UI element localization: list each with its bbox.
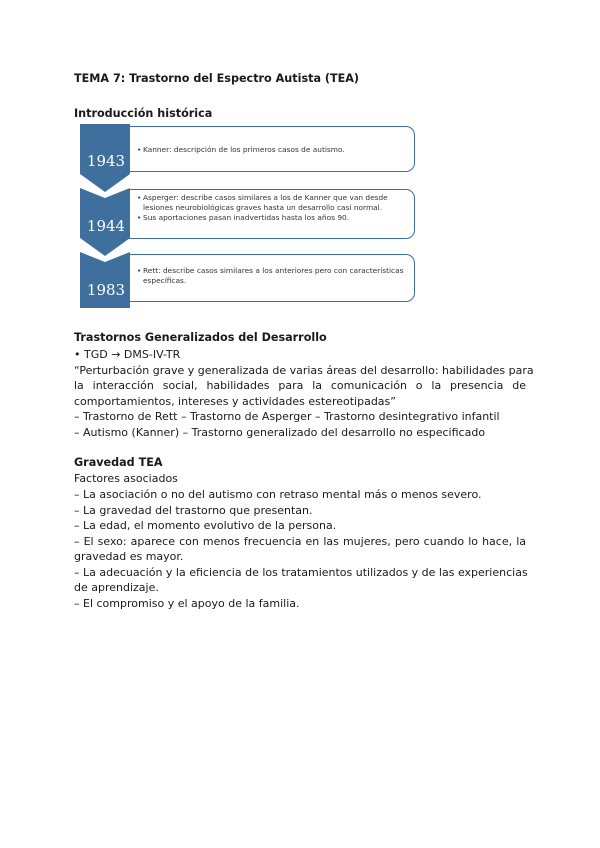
section-heading-gravedad: Gravedad TEA	[74, 456, 163, 469]
text-line: • TGD → DMS-IV-TR	[74, 348, 181, 361]
text-line: – La asociación o no del autismo con retraso mental más o menos severo.	[74, 488, 482, 501]
timeline-items-1944	[137, 193, 417, 223]
text-line: la interacción social, habilidades para la comunicación o la presencia de	[74, 379, 526, 392]
text-line: comportamientos, intereses y actividades estereotipadas”	[74, 395, 396, 408]
timeline-items-1943	[137, 145, 417, 155]
text-line: “Perturbación grave y generalizada de varias áreas del desarrollo: habilidades para	[74, 364, 534, 377]
text-line: – Trastorno de Rett – Trastorno de Asperger – Trastorno desintegrativo infantil	[74, 410, 500, 423]
text-line: – Autismo (Kanner) – Trastorno generalizado del desarrollo no especificado	[74, 426, 486, 439]
text-line: – La gravedad del trastorno que presentan.	[74, 504, 313, 517]
timeline-year-1983: 1983	[86, 281, 126, 299]
text-line: gravedad es mayor.	[74, 550, 184, 563]
section-heading-tgd: Trastornos Generalizados del Desarrollo	[74, 331, 327, 344]
timeline-items-1983	[137, 266, 417, 286]
timeline-item: • Kanner: descripción de los primeros casos de autismo.	[137, 145, 417, 155]
text-line: – El sexo: aparece con menos frecuencia en las mujeres, pero cuando lo hace, la	[74, 535, 526, 548]
page-title: TEMA 7: Trastorno del Espectro Autista (TEA)	[74, 72, 360, 85]
text-line: – El compromiso y el apoyo de la familia.	[74, 597, 300, 610]
text-line: Factores asociados	[74, 472, 178, 485]
timeline-year-1944: 1944	[86, 217, 126, 235]
timeline-item: • Rett: describe casos similares a los anteriores pero con características específicas.	[137, 266, 417, 286]
timeline-item: • Sus aportaciones pasan inadvertidas hasta los años 90.	[137, 213, 417, 223]
text-line: – La edad, el momento evolutivo de la persona.	[74, 519, 337, 532]
timeline-year-1943: 1943	[86, 152, 126, 170]
text-line: – La adecuación y la eficiencia de los tratamientos utilizados y de las experiencias	[74, 566, 528, 579]
section-heading-historical: Introducción histórica	[74, 107, 213, 120]
timeline-item: • Asperger: describe casos similares a los de Kanner que van desde lesiones neurobiológicas graves hasta un desarrollo casi normal.	[137, 193, 417, 213]
text-line: de aprendizaje.	[74, 581, 159, 594]
